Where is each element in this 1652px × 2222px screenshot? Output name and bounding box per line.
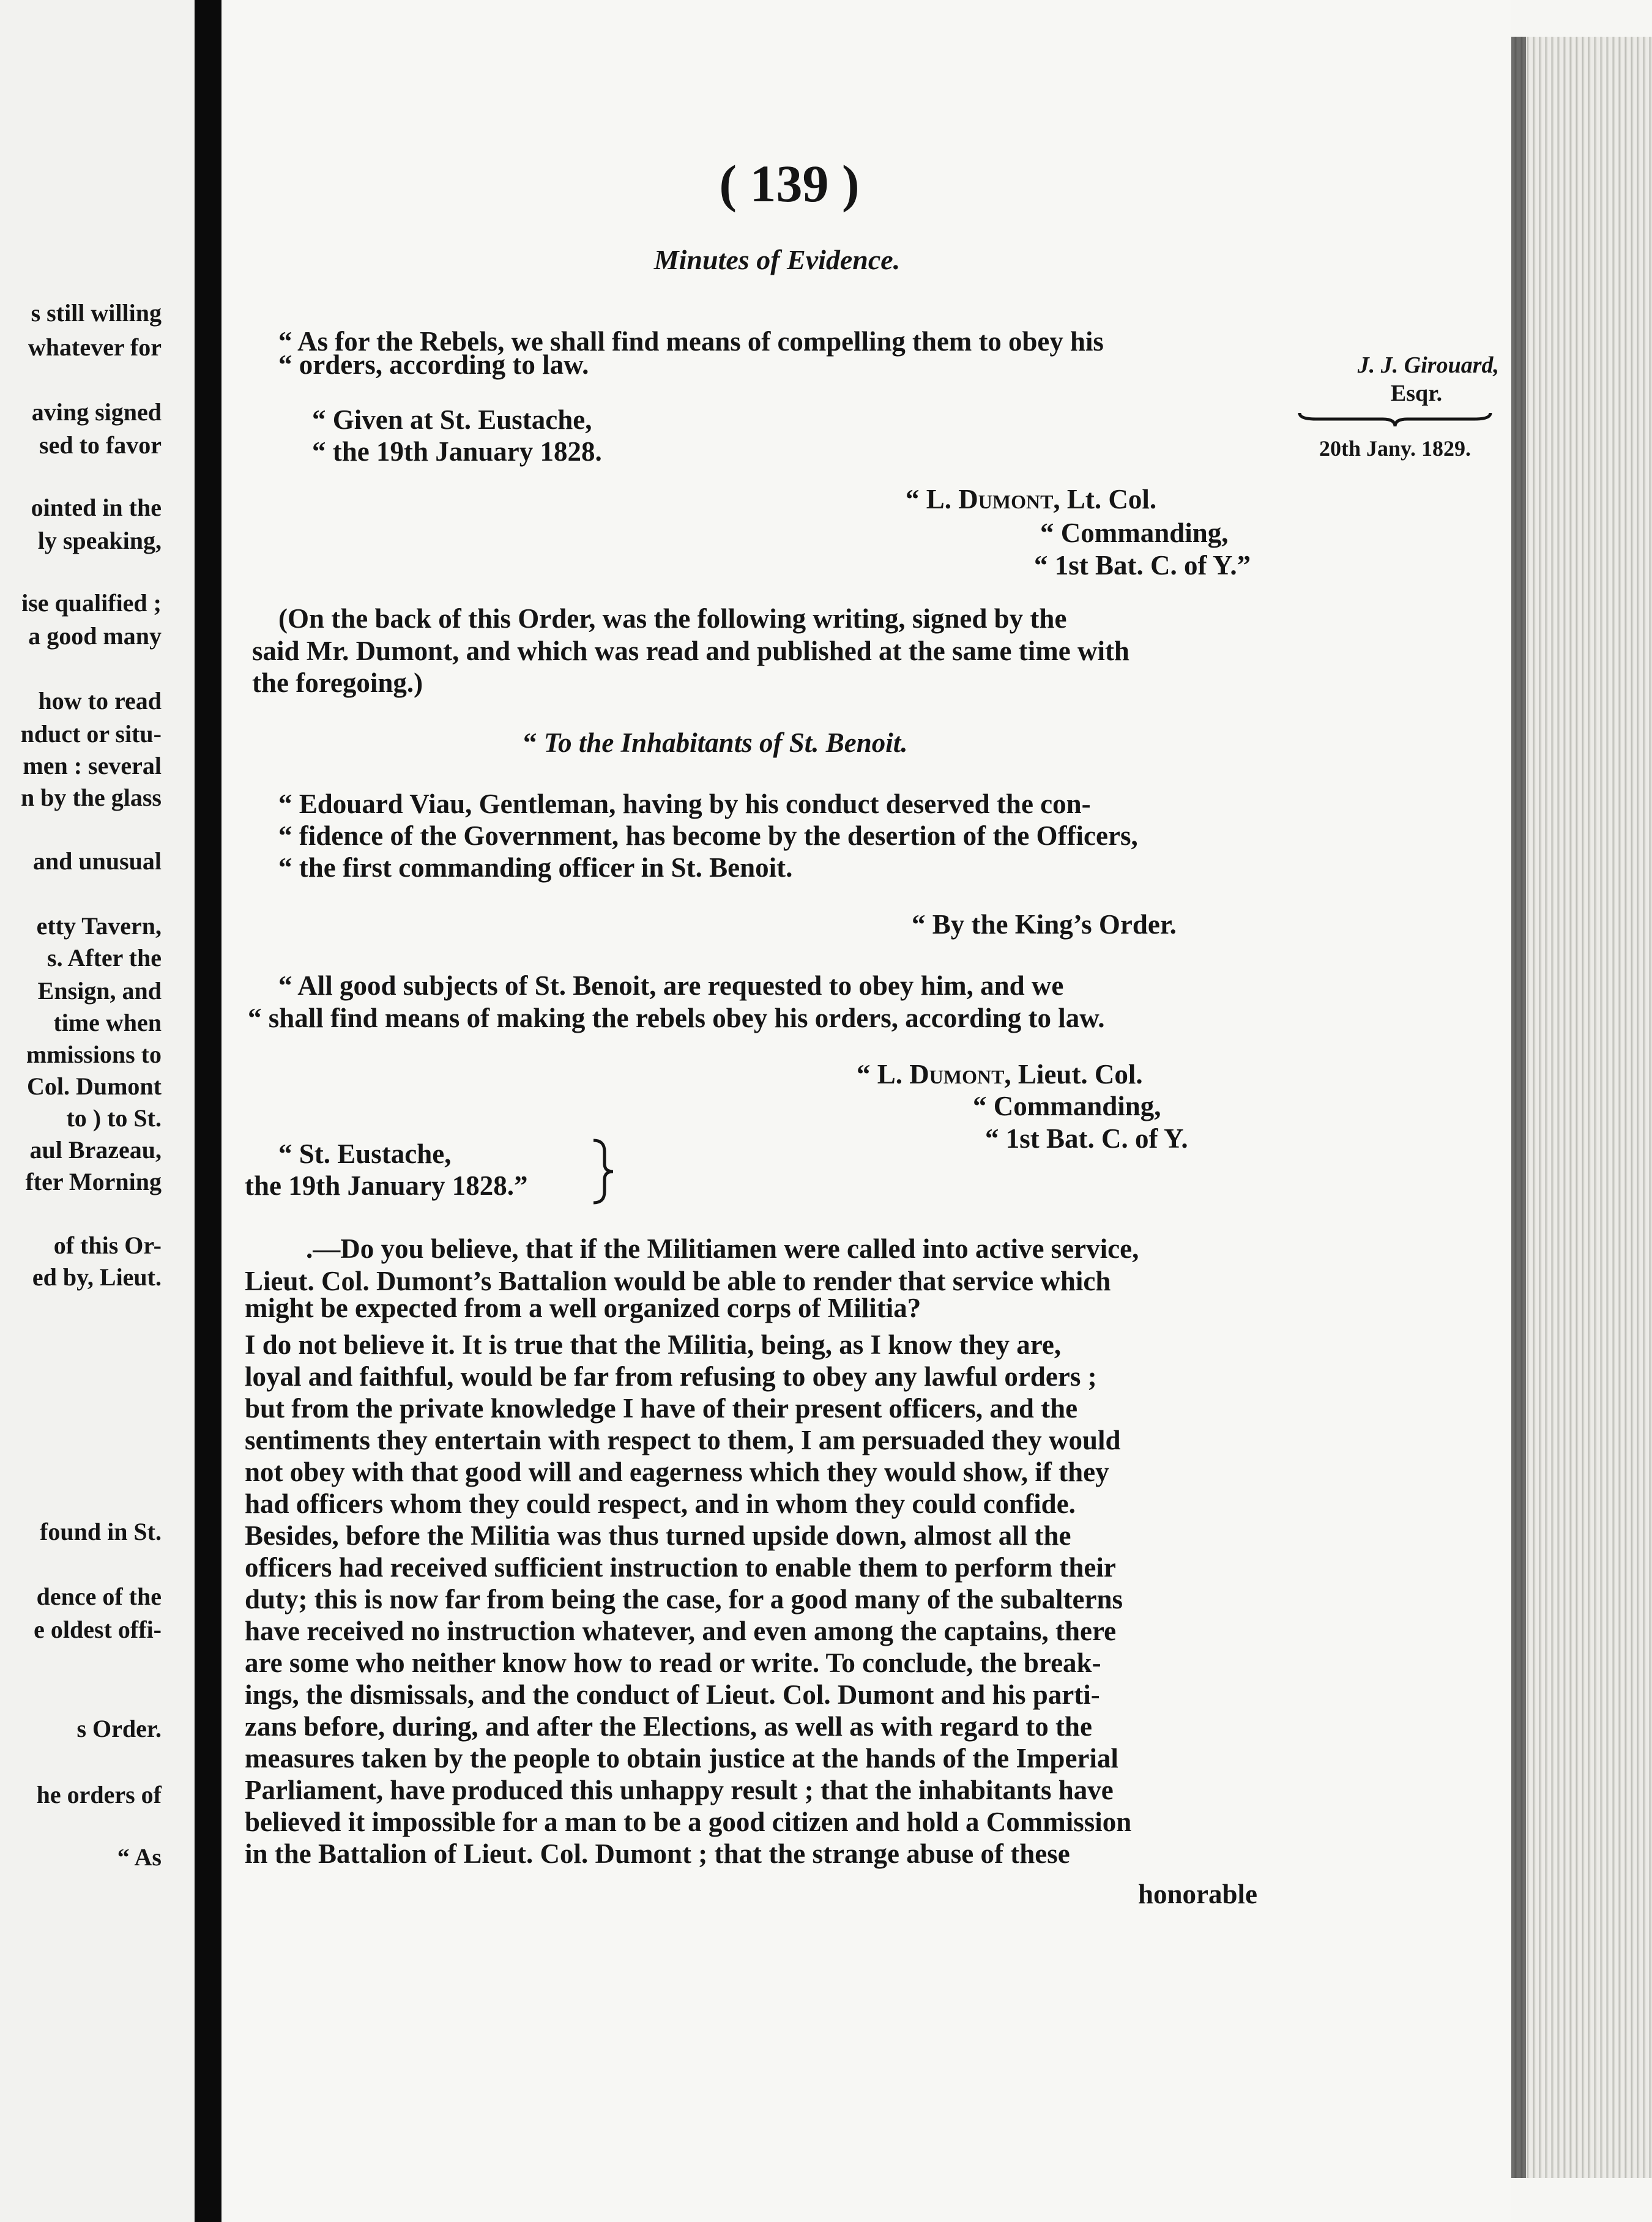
witness-title: Esqr.	[1390, 381, 1443, 406]
left-fragment: how to read	[38, 687, 162, 715]
left-fragment: s Order.	[76, 1715, 162, 1742]
second-order-heading: “ To the Inhabitants of St. Benoit.	[523, 727, 908, 758]
order-given-date: “ the 19th January 1828.	[312, 436, 602, 467]
order-line: “ orders, according to law.	[278, 349, 589, 380]
back-note-line: the foregoing.)	[252, 667, 423, 698]
second-order-place: “ St. Eustache,	[278, 1139, 452, 1169]
left-fragment: and unusual	[32, 847, 162, 875]
left-fragment: time when	[53, 1009, 162, 1036]
left-fragment: dence of the	[36, 1583, 162, 1610]
left-fragment: nduct or situ-	[20, 720, 162, 748]
second-order-line: “ the first commanding officer in St. Benoit.	[278, 852, 793, 883]
second-order-line: “ shall find means of making the rebels obey his orders, according to law.	[248, 1003, 1105, 1033]
left-fragment: aving signed	[31, 398, 162, 426]
kings-order: “ By the King’s Order.	[912, 909, 1177, 940]
left-fragment: men : several	[23, 752, 162, 779]
order-line: “ As for the Rebels, we shall find means of compelling them to obey his	[278, 326, 1104, 357]
question-line: might be expected from a well organized corps of Militia?	[245, 1293, 921, 1323]
answer-line: officers had received sufficient instruction to enable them to perform their	[245, 1552, 1116, 1583]
left-page	[0, 0, 195, 2222]
second-signature-role: “ Commanding,	[973, 1091, 1161, 1121]
second-signature-name: “ L. Dumont, Lieut. Col.	[857, 1059, 1143, 1090]
testimony-date: 20th Jany. 1829.	[1319, 436, 1472, 461]
left-fragment: a good many	[28, 622, 162, 650]
left-fragment: s still willing	[31, 299, 162, 327]
answer-line: have received no instruction whatever, and even among the captains, there	[245, 1616, 1117, 1646]
page-number: ( 139 )	[719, 154, 860, 213]
left-fragment: e oldest offi-	[34, 1616, 162, 1643]
left-page-text-fragments	[0, 0, 165, 2222]
left-fragment: sed to favor	[39, 431, 162, 459]
page-edges	[1511, 37, 1652, 2178]
answer-line: not obey with that good will and eagerness which they would show, if they	[245, 1457, 1109, 1487]
left-fragment: ointed in the	[31, 494, 162, 521]
question-line: .—Do you believe, that if the Militiamen were called into active service,	[306, 1233, 1139, 1264]
left-fragment: ly speaking,	[37, 527, 162, 554]
left-fragment: found in St.	[40, 1518, 162, 1545]
answer-line: Besides, before the Militia was thus turned upside down, almost all the	[245, 1520, 1071, 1551]
witness-name: J. J. Girouard,	[1357, 352, 1499, 378]
answer-line: Parliament, have produced this unhappy result ; that the inhabitants have	[245, 1775, 1114, 1805]
order-given-place: “ Given at St. Eustache,	[312, 404, 592, 435]
left-fragment: s. After the	[47, 944, 162, 972]
second-order-line: “ Edouard Viau, Gentleman, having by his conduct deserved the con-	[278, 789, 1091, 819]
back-note-line: (On the back of this Order, was the following writing, signed by the	[278, 603, 1067, 634]
answer-line: believed it impossible for a man to be a good citizen and hold a Commission	[245, 1807, 1132, 1837]
left-fragment: Ensign, and	[37, 977, 162, 1005]
order-signature-name: “ L. Dumont, Lt. Col.	[906, 484, 1157, 515]
left-fragment: ed by, Lieut.	[32, 1263, 162, 1291]
left-fragment: aul Brazeau,	[29, 1136, 162, 1164]
second-signature-unit: “ 1st Bat. C. of Y.	[985, 1123, 1188, 1154]
second-order-line: “ fidence of the Government, has become by the desertion of the Officers,	[278, 820, 1138, 851]
order-signature-unit: “ 1st Bat. C. of Y.”	[1034, 550, 1251, 581]
left-fragment: to ) to St.	[66, 1104, 162, 1132]
answer-line: measures taken by the people to obtain justice at the hands of the Imperial	[245, 1743, 1118, 1774]
date-brace	[587, 1138, 618, 1205]
answer-line: but from the private knowledge I have of their present officers, and the	[245, 1393, 1078, 1424]
left-fragment: of this Or-	[53, 1232, 162, 1259]
left-fragment: ise qualified ;	[21, 589, 162, 617]
back-note-line: said Mr. Dumont, and which was read and published at the same time with	[252, 636, 1129, 666]
left-fragment: n by the glass	[20, 784, 162, 811]
second-order-date: the 19th January 1828.”	[245, 1170, 528, 1201]
answer-line: sentiments they entertain with respect to them, I am persuaded they would	[245, 1425, 1121, 1455]
left-fragment: fter Morning	[25, 1168, 162, 1195]
margin-brace	[1291, 412, 1499, 428]
left-fragment: mmissions to	[26, 1041, 162, 1068]
running-head: Minutes of Evidence.	[653, 244, 901, 275]
margin-note	[1291, 352, 1499, 461]
answer-line: duty; this is now far from being the case, for a good many of the subalterns	[245, 1584, 1123, 1614]
left-fragment: he orders of	[36, 1781, 162, 1808]
answer-line: had officers whom they could respect, and in whom they could confide.	[245, 1488, 1076, 1519]
left-fragment: whatever for	[28, 333, 162, 361]
answer-line: zans before, during, and after the Elections, as well as with regard to the	[245, 1711, 1092, 1742]
question-line: Lieut. Col. Dumont’s Battalion would be able to render that service which	[245, 1266, 1111, 1296]
answer-line: I do not believe it. It is true that the Militia, being, as I know they are,	[245, 1329, 1062, 1360]
book-gutter	[195, 0, 221, 2222]
second-order-line: “ All good subjects of St. Benoit, are requested to obey him, and we	[278, 970, 1064, 1001]
answer-line: in the Battalion of Lieut. Col. Dumont ; that the strange abuse of these	[245, 1838, 1070, 1869]
left-fragment: Col. Dumont	[26, 1072, 162, 1100]
answer-line: are some who neither know how to read or write. To conclude, the break-	[245, 1648, 1101, 1678]
left-fragment: etty Tavern,	[36, 912, 162, 940]
answer-line: ings, the dismissals, and the conduct of Lieut. Col. Dumont and his parti-	[245, 1679, 1100, 1710]
catchword: honorable	[1138, 1879, 1258, 1909]
answer-line: loyal and faithful, would be far from refusing to obey any lawful orders ;	[245, 1361, 1097, 1392]
left-fragment: “ As	[117, 1843, 162, 1871]
order-signature-role: “ Commanding,	[1040, 518, 1229, 548]
